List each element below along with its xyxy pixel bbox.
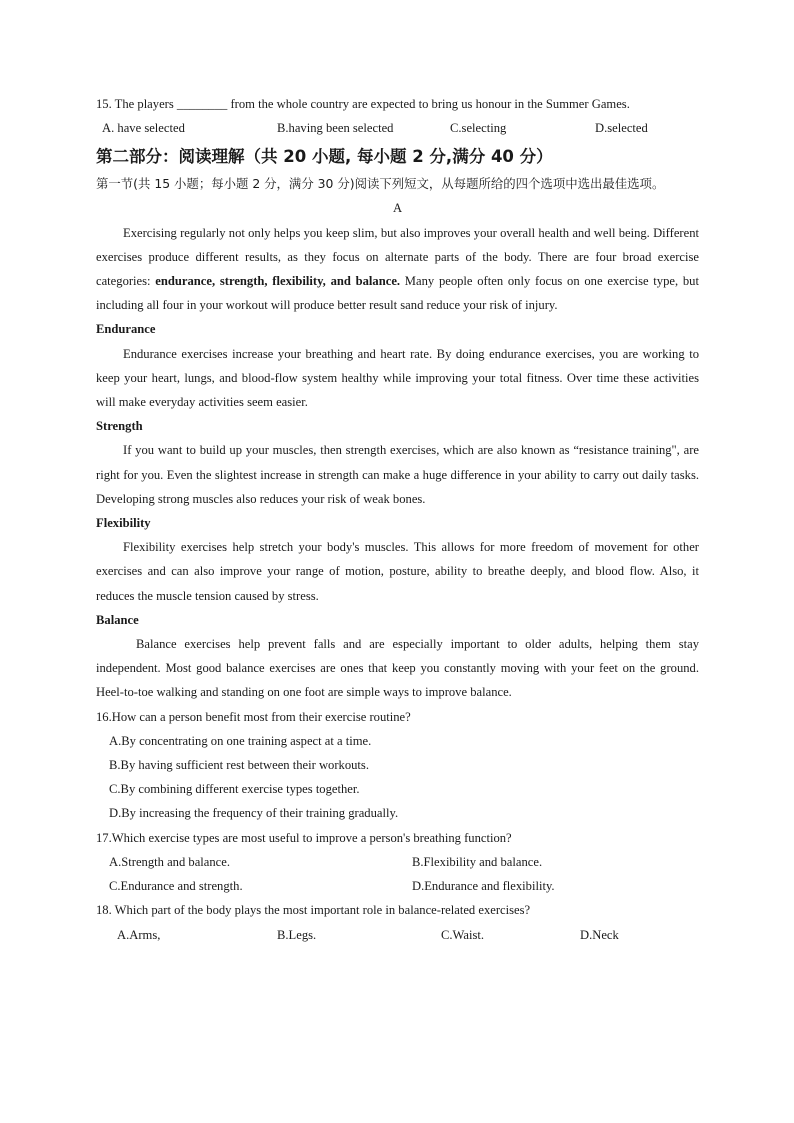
q17-options-row-1 [96,850,699,874]
q15-option-b: B.having been selected [277,121,394,136]
q17-option-b: B.Flexibility and balance. [412,854,543,869]
q18-option-c: C.Waist. [441,927,485,942]
q18-option-a: A.Arms, [117,927,161,942]
section-title-endurance: Endurance [96,322,156,337]
part-2-heading: 第二部分：阅读理解（共 20 小题, 每小题 2 分,满分 40 分） [96,147,553,167]
q18-option-b: B.Legs. [277,927,317,942]
passage-label: A [392,201,403,216]
q17-options-row-2 [96,874,699,898]
section-title-flexibility: Flexibility [96,516,151,531]
section-title-balance: Balance [96,612,139,627]
question-15-stem [96,92,699,116]
q16-option-c: C.By combining different exercise types together. [109,782,360,797]
section-text-endurance: Endurance exercises increase your breathing and heart rate. By doing endurance exercises, you are working to keep your heart, lungs, and blood-flow system healthy while improving your total fitness. Over time these activities will make everyday activities seem easier. [96,346,699,410]
q15-option-a: A. have selected [102,121,185,136]
question-17-stem: 17.Which exercise types are most useful to improve a person's breathing function? [96,830,512,845]
question-16-stem: 16.How can a person benefit most from their exercise routine? [96,709,411,724]
question-15-options [96,116,699,140]
q16-option-b: B.By having sufficient rest between their workouts. [109,758,369,773]
q15-blank: ________ [176,97,228,111]
q18-option-d: D.Neck [580,927,619,942]
q16-option-d: D.By increasing the frequency of their training gradually. [109,806,399,821]
page-content [96,92,699,947]
passage-intro [96,221,699,318]
q15-option-c: C.selecting [450,121,507,136]
section-text-strength: If you want to build up your muscles, then strength exercises, which are also known as “resistance training", are right for you. Even the slightest increase in strength can make a huge difference in your ability to carry out daily tasks. Developing strong muscles also reduces your risk of weak bones. [96,443,699,506]
q17-option-a: A.Strength and balance. [109,854,230,869]
intro-text-2: Many people often only focus on one exercise type, but including all four in your workout will produce better result sand reduce your risk of injury. [96,274,699,313]
question-18-options [96,923,699,947]
q15-stem-after: from the whole country are expected to bring us honour in the Summer Games. [230,97,630,111]
q17-option-c: C.Endurance and strength. [109,879,243,894]
q17-option-d: D.Endurance and flexibility. [412,879,555,894]
section-1-instructions: 第一节(共 15 小题；每小题 2 分，满分 30 分)阅读下列短文，从每题所给的四个选项中选出最佳选项。 [96,176,665,192]
intro-categories: endurance, strength, flexibility, and balance. [155,274,401,289]
q16-option-a: A.By concentrating on one training aspect at a time. [109,733,372,748]
intro-text-1: Exercising regularly not only helps you keep slim, but also improves your overall health and well being. Different exercises produce different results, as they focus on alternate parts of the body. There are four broad exercise categories: [96,225,699,289]
section-text-flexibility: Flexibility exercises help stretch your body's muscles. This allows for more freedom of movement for other exercises and can also improve your range of motion, posture, ability to breathe deeply, and blood flow. Also, it reduces the muscle tension caused by stress. [96,540,699,603]
q15-option-d: D.selected [595,121,648,136]
section-title-strength: Strength [96,419,143,434]
section-text-balance: Balance exercises help prevent falls and are especially important to older adults, helping them stay independent. Most good balance exercises are ones that keep you constantly moving with your feet on the ground. Heel-to-toe walking and standing on one foot are simple ways to improve balance. [96,637,699,700]
question-18-stem: 18. Which part of the body plays the most important role in balance-related exercises? [96,903,531,918]
q15-stem-before: 15. The players [96,97,174,111]
